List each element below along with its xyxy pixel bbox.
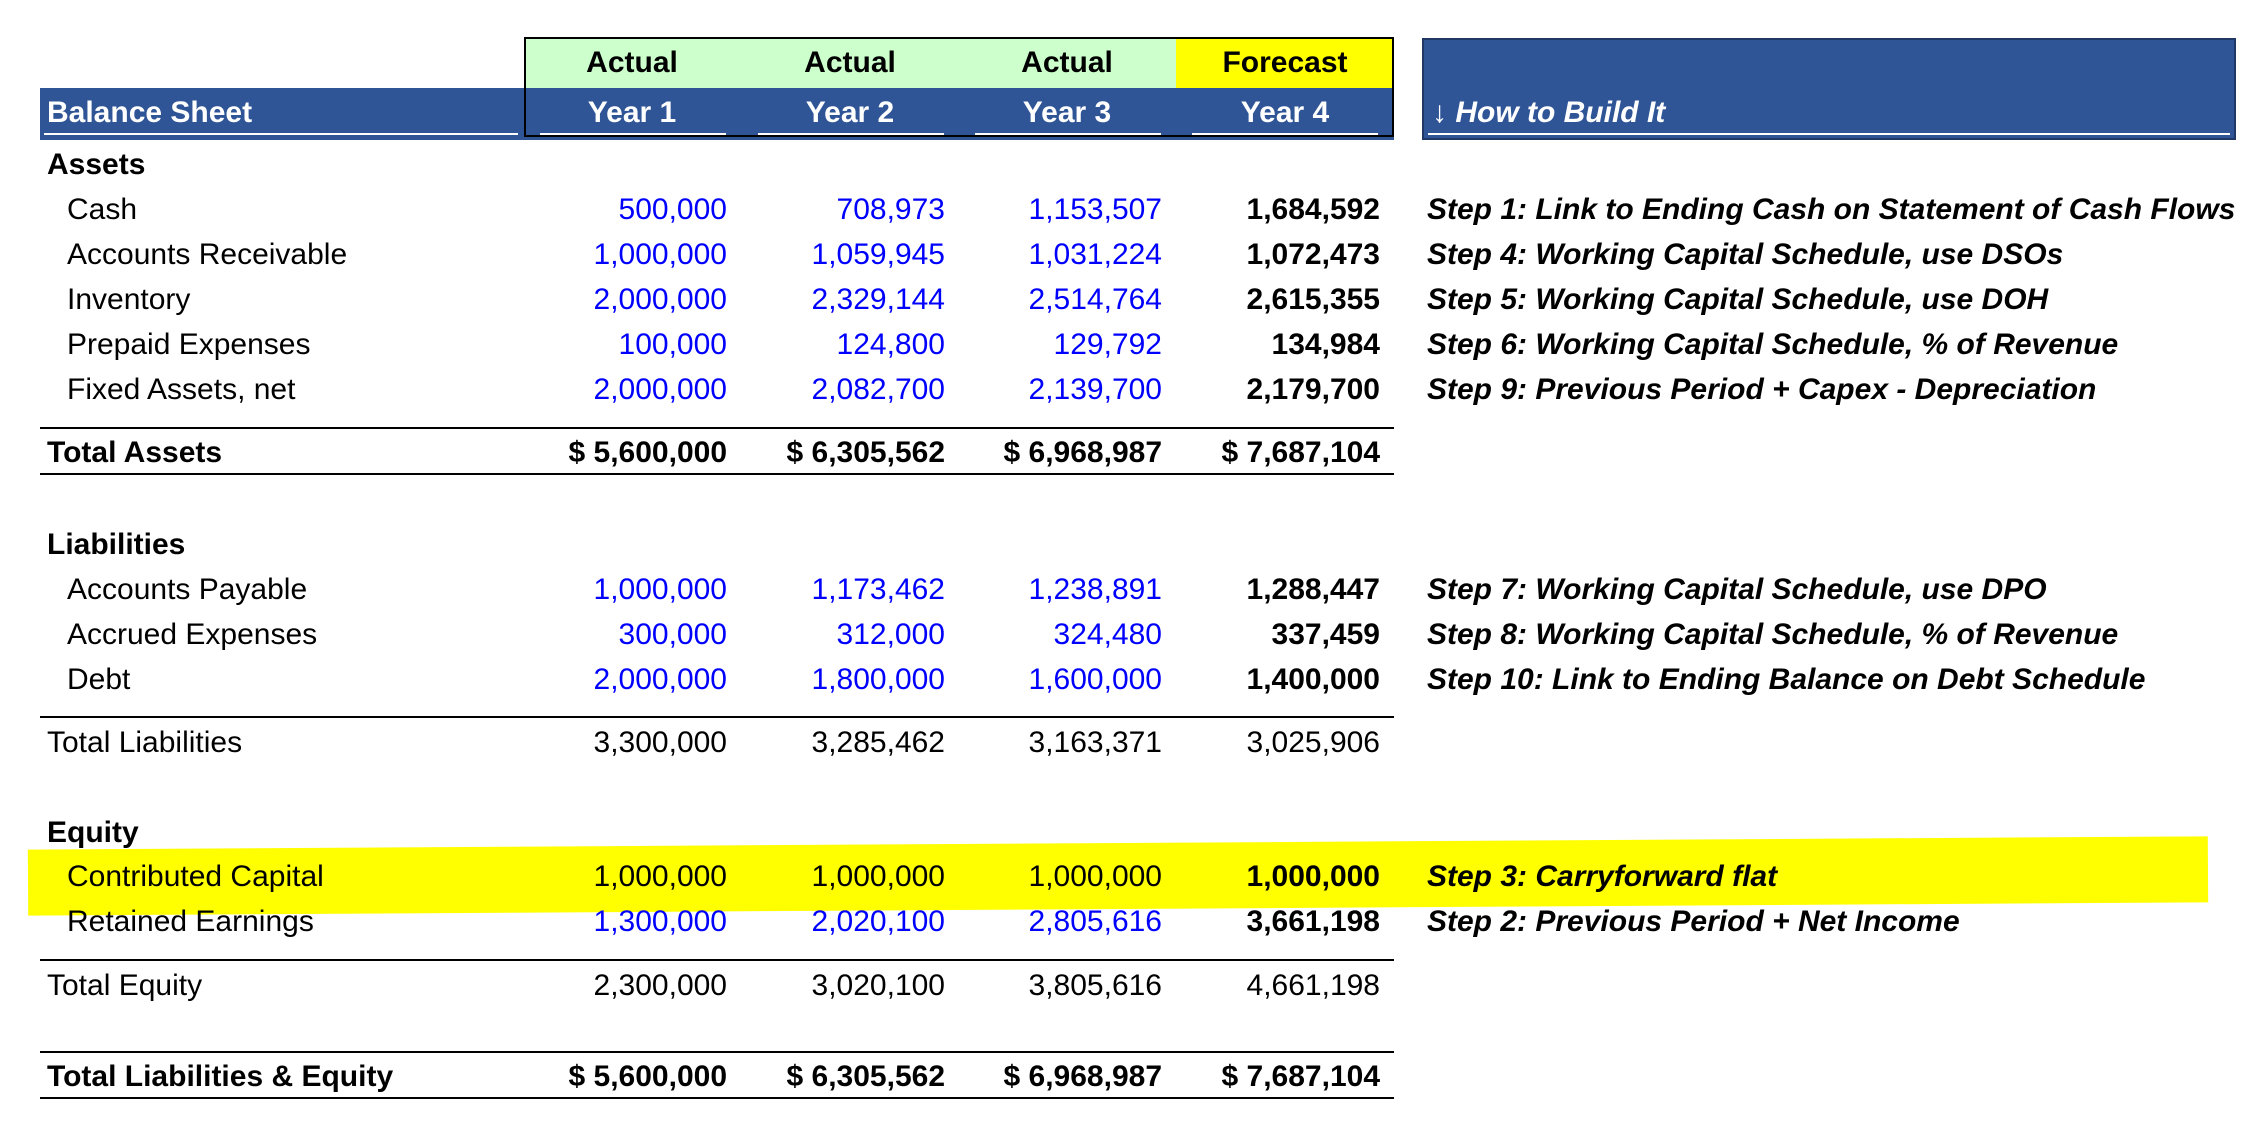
build-step-note: Step 3: Carryforward flat bbox=[1427, 860, 1778, 893]
year-1-value: 300,000 bbox=[618, 618, 727, 651]
divider bbox=[40, 716, 1394, 718]
year-3-value: 1,153,507 bbox=[1028, 193, 1162, 226]
row-label: Accounts Payable bbox=[67, 573, 308, 606]
total-assets-label: Total Assets bbox=[47, 436, 223, 469]
year-4-value: 1,400,000 bbox=[1246, 663, 1380, 696]
year-3-value: 2,805,616 bbox=[1028, 905, 1162, 938]
year-1-value: 1,000,000 bbox=[593, 238, 727, 271]
row-label: Contributed Capital bbox=[67, 860, 324, 893]
year-4-value: 2,615,355 bbox=[1246, 283, 1380, 316]
year-1-header: Year 1 bbox=[587, 96, 677, 129]
divider bbox=[40, 427, 1394, 429]
actual-label-3: Actual bbox=[1021, 46, 1113, 79]
divider bbox=[40, 1051, 1394, 1053]
year-1-value: $ 5,600,000 bbox=[568, 1060, 727, 1093]
header-underline bbox=[44, 133, 518, 135]
year-2-header: Year 2 bbox=[805, 96, 895, 129]
year-4-header: Year 4 bbox=[1240, 96, 1330, 129]
assets-heading: Assets bbox=[47, 148, 146, 181]
year-2-value: 124,800 bbox=[836, 328, 945, 361]
year-1-value: $ 5,600,000 bbox=[568, 436, 727, 469]
year-3-value: 1,031,224 bbox=[1028, 238, 1162, 271]
year-4-value: 134,984 bbox=[1271, 328, 1380, 361]
year-4-value: 1,288,447 bbox=[1246, 573, 1380, 606]
total-equity-label: Total Equity bbox=[47, 969, 203, 1002]
row-label: Fixed Assets, net bbox=[67, 373, 296, 406]
year-1-value: 100,000 bbox=[618, 328, 727, 361]
year-2-value: 2,020,100 bbox=[811, 905, 945, 938]
build-step-note: Step 9: Previous Period + Capex - Depreciation bbox=[1427, 373, 2097, 406]
build-step-note: Step 8: Working Capital Schedule, % of Revenue bbox=[1427, 618, 2119, 651]
header-underline bbox=[975, 133, 1161, 135]
row-label: Prepaid Expenses bbox=[67, 328, 311, 361]
year-1-value: 2,000,000 bbox=[593, 373, 727, 406]
liabilities-heading: Liabilities bbox=[47, 528, 186, 561]
year-2-value: 3,285,462 bbox=[811, 726, 945, 759]
row-label: Accounts Receivable bbox=[67, 238, 348, 271]
year-4-value: $ 7,687,104 bbox=[1221, 1060, 1380, 1093]
year-4-value: 3,025,906 bbox=[1246, 726, 1380, 759]
forecast-label: Forecast bbox=[1222, 46, 1348, 79]
row-label: Accrued Expenses bbox=[67, 618, 318, 651]
year-1-value: 1,000,000 bbox=[593, 860, 727, 893]
year-4-value: 1,072,473 bbox=[1246, 238, 1380, 271]
build-step-note: Step 7: Working Capital Schedule, use DPO bbox=[1427, 573, 2047, 606]
year-3-value: 2,514,764 bbox=[1028, 283, 1162, 316]
year-3-value: $ 6,968,987 bbox=[1003, 436, 1162, 469]
build-step-note: Step 10: Link to Ending Balance on Debt Schedule bbox=[1427, 663, 2146, 696]
year-4-value: 1,684,592 bbox=[1246, 193, 1380, 226]
header-underline bbox=[540, 133, 726, 135]
row-label: Debt bbox=[67, 663, 131, 696]
year-3-value: 1,238,891 bbox=[1028, 573, 1162, 606]
year-2-value: 1,000,000 bbox=[811, 860, 945, 893]
year-4-value: 1,000,000 bbox=[1246, 860, 1380, 893]
year-3-value: $ 6,968,987 bbox=[1003, 1060, 1162, 1093]
equity-heading: Equity bbox=[47, 816, 139, 849]
year-3-value: 1,600,000 bbox=[1028, 663, 1162, 696]
year-2-value: $ 6,305,562 bbox=[786, 1060, 945, 1093]
year-3-value: 3,163,371 bbox=[1028, 726, 1162, 759]
divider bbox=[40, 473, 1394, 475]
build-step-note: Step 1: Link to Ending Cash on Statement of Cash Flows bbox=[1427, 193, 2236, 226]
header-underline bbox=[1192, 133, 1378, 135]
row-label: Inventory bbox=[67, 283, 191, 316]
year-3-value: 129,792 bbox=[1053, 328, 1162, 361]
year-1-value: 1,300,000 bbox=[593, 905, 727, 938]
build-step-note: Step 2: Previous Period + Net Income bbox=[1427, 905, 1960, 938]
year-2-value: 708,973 bbox=[836, 193, 945, 226]
year-4-value: 3,661,198 bbox=[1246, 905, 1380, 938]
how-to-build-header: ↓ How to Build It bbox=[1432, 96, 1666, 129]
balance-sheet-title: Balance Sheet bbox=[47, 96, 253, 129]
actual-label-1: Actual bbox=[586, 46, 678, 79]
year-3-header: Year 3 bbox=[1022, 96, 1112, 129]
year-2-value: 2,082,700 bbox=[811, 373, 945, 406]
year-4-value: $ 7,687,104 bbox=[1221, 436, 1380, 469]
header-underline bbox=[758, 133, 944, 135]
year-3-value: 3,805,616 bbox=[1028, 969, 1162, 1002]
year-2-value: 1,800,000 bbox=[811, 663, 945, 696]
build-step-note: Step 5: Working Capital Schedule, use DOH bbox=[1427, 283, 2049, 316]
actual-label-2: Actual bbox=[804, 46, 896, 79]
total-liabilities-label: Total Liabilities bbox=[47, 726, 243, 759]
divider bbox=[40, 959, 1394, 961]
divider bbox=[40, 1097, 1394, 1099]
year-3-value: 1,000,000 bbox=[1028, 860, 1162, 893]
year-2-value: 312,000 bbox=[836, 618, 945, 651]
year-2-value: 1,059,945 bbox=[811, 238, 945, 271]
header-underline bbox=[1428, 133, 2230, 135]
year-2-value: 2,329,144 bbox=[811, 283, 945, 316]
year-3-value: 2,139,700 bbox=[1028, 373, 1162, 406]
year-1-value: 2,000,000 bbox=[593, 663, 727, 696]
year-1-value: 500,000 bbox=[618, 193, 727, 226]
build-step-note: Step 6: Working Capital Schedule, % of Revenue bbox=[1427, 328, 2119, 361]
year-3-value: 324,480 bbox=[1053, 618, 1162, 651]
year-1-value: 2,000,000 bbox=[593, 283, 727, 316]
year-4-value: 4,661,198 bbox=[1246, 969, 1380, 1002]
row-label: Cash bbox=[67, 193, 138, 226]
row-label: Retained Earnings bbox=[67, 905, 314, 938]
year-1-value: 2,300,000 bbox=[593, 969, 727, 1002]
year-4-value: 2,179,700 bbox=[1246, 373, 1380, 406]
year-2-value: 3,020,100 bbox=[811, 969, 945, 1002]
build-step-note: Step 4: Working Capital Schedule, use DSOs bbox=[1427, 238, 2064, 271]
year-4-value: 337,459 bbox=[1271, 618, 1380, 651]
year-1-value: 3,300,000 bbox=[593, 726, 727, 759]
year-2-value: $ 6,305,562 bbox=[786, 436, 945, 469]
year-1-value: 1,000,000 bbox=[593, 573, 727, 606]
total-liabilities-equity-label: Total Liabilities & Equity bbox=[47, 1060, 394, 1093]
year-2-value: 1,173,462 bbox=[811, 573, 945, 606]
